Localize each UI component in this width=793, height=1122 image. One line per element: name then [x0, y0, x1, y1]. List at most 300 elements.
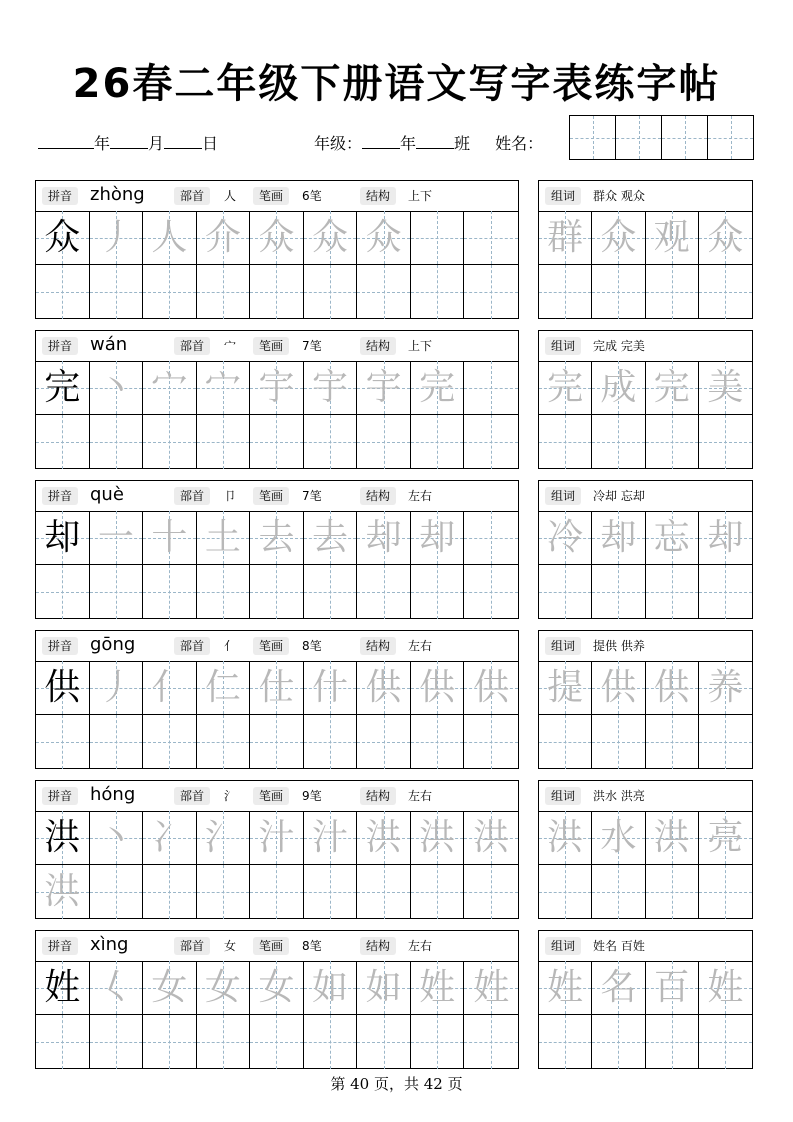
- word-cell[interactable]: [592, 865, 645, 919]
- model-character: 却: [44, 516, 81, 558]
- word-cell[interactable]: [539, 415, 592, 469]
- guide-line-v: [437, 865, 438, 919]
- practice-cell[interactable]: [143, 865, 197, 919]
- practice-cell[interactable]: [90, 265, 144, 319]
- guide-line-v: [565, 415, 566, 469]
- practice-cell[interactable]: [90, 961, 144, 1015]
- grade-label: 年级：: [314, 134, 363, 153]
- practice-cell[interactable]: [143, 415, 197, 469]
- practice-cell[interactable]: [36, 811, 90, 865]
- words-tag: 组词: [545, 487, 581, 505]
- stroke-order-step: 十: [151, 516, 188, 558]
- word-trace-character: 众: [600, 216, 637, 258]
- practice-cell[interactable]: [143, 811, 197, 865]
- month-label: 月: [148, 134, 165, 153]
- guide-line-v: [330, 415, 331, 469]
- word-cell[interactable]: [592, 1015, 645, 1069]
- stroke-order-step: 𡿨: [97, 966, 134, 1008]
- word-trace-character: 亮: [707, 816, 744, 858]
- structure-value: 左右: [408, 789, 433, 803]
- practice-cell[interactable]: [197, 361, 251, 415]
- strokes-tag: 笔画: [253, 937, 289, 955]
- practice-cell[interactable]: [357, 265, 411, 319]
- guide-line-v: [62, 715, 63, 769]
- practice-cell[interactable]: [411, 961, 465, 1015]
- pinyin-value: xìng: [90, 934, 129, 955]
- word-cell[interactable]: [592, 265, 645, 319]
- name-grid[interactable]: [569, 115, 754, 160]
- word-cell[interactable]: [539, 1015, 592, 1069]
- stroke-order-step: 女: [151, 966, 188, 1008]
- model-character: 供: [44, 666, 81, 708]
- practice-cell[interactable]: [411, 211, 465, 265]
- guide-line-v: [169, 565, 170, 619]
- radical-value: 女: [224, 939, 237, 953]
- practice-cell[interactable]: [36, 211, 90, 265]
- practice-cell[interactable]: [304, 565, 358, 619]
- guide-line-v: [672, 865, 673, 919]
- word-cell[interactable]: [699, 211, 752, 265]
- stroke-order-step: 汁: [312, 816, 349, 858]
- words-value: 冷却 忘却: [593, 489, 645, 503]
- word-trace-character: 姓: [707, 966, 744, 1008]
- radical-value: 人: [224, 189, 237, 203]
- guide-line-v: [491, 511, 492, 564]
- grade-line: [314, 131, 543, 154]
- radical-value: 卩: [224, 489, 237, 503]
- words-value: 提供 供养: [593, 639, 645, 653]
- word-cell[interactable]: [646, 565, 699, 619]
- word-cell[interactable]: [646, 661, 699, 715]
- practice-cell[interactable]: [464, 415, 518, 469]
- practice-cell[interactable]: [36, 865, 90, 919]
- practice-cell[interactable]: [250, 715, 304, 769]
- day-blank[interactable]: [164, 134, 202, 149]
- guide-line-v: [725, 715, 726, 769]
- words-header: [539, 481, 752, 512]
- year-label: 年: [94, 134, 111, 153]
- structure-value: 左右: [408, 939, 433, 953]
- practice-cell[interactable]: [90, 661, 144, 715]
- stroke-order-step: 女: [204, 966, 241, 1008]
- word-cell[interactable]: [592, 415, 645, 469]
- practice-cell[interactable]: [197, 211, 251, 265]
- practice-cell[interactable]: [197, 1015, 251, 1069]
- word-cell[interactable]: [646, 361, 699, 415]
- guide-line-v: [223, 415, 224, 469]
- word-practice-box: [538, 630, 753, 769]
- practice-cell[interactable]: [90, 511, 144, 565]
- guide-line-v: [169, 415, 170, 469]
- practice-cell[interactable]: [143, 361, 197, 415]
- model-character: 众: [44, 216, 81, 258]
- practice-cell[interactable]: [36, 415, 90, 469]
- stroke-order-step: 仁: [204, 666, 241, 708]
- practice-cell[interactable]: [464, 565, 518, 619]
- structure-tag: 结构: [360, 487, 396, 505]
- practice-cell[interactable]: [411, 361, 465, 415]
- practice-cell[interactable]: [250, 811, 304, 865]
- word-practice-box: [538, 930, 753, 1069]
- practice-cell[interactable]: [304, 1015, 358, 1069]
- practice-cell[interactable]: [464, 811, 518, 865]
- char-info-header: [36, 631, 518, 662]
- practice-cell[interactable]: [464, 961, 518, 1015]
- radical-value: 氵: [224, 789, 237, 803]
- day-label: 日: [202, 134, 219, 153]
- word-cell[interactable]: [592, 211, 645, 265]
- practice-cell[interactable]: [411, 511, 465, 565]
- year-blank[interactable]: [38, 134, 94, 149]
- practice-cell[interactable]: [464, 511, 518, 565]
- stroke-order-step: 宇: [365, 366, 402, 408]
- practice-cell[interactable]: [464, 1015, 518, 1069]
- pinyin-tag: 拼音: [42, 937, 78, 955]
- word-trace-character: 群: [547, 216, 584, 258]
- radical-tag: 部首: [174, 937, 210, 955]
- practice-cell[interactable]: [90, 865, 144, 919]
- practice-cell[interactable]: [90, 415, 144, 469]
- stroke-order-step: 女: [258, 966, 295, 1008]
- guide-line-v: [672, 265, 673, 319]
- practice-cell[interactable]: [464, 661, 518, 715]
- practice-cell[interactable]: [304, 961, 358, 1015]
- practice-cell[interactable]: [304, 511, 358, 565]
- word-trace-character: 供: [600, 666, 637, 708]
- word-cell[interactable]: [646, 265, 699, 319]
- word-cell[interactable]: [539, 865, 592, 919]
- model-character: 洪: [44, 816, 81, 858]
- practice-cell[interactable]: [304, 415, 358, 469]
- radical-tag: 部首: [174, 787, 210, 805]
- pinyin-tag: 拼音: [42, 637, 78, 655]
- stroke-order-step: 众: [258, 216, 295, 258]
- grade-year-label: 年: [400, 134, 417, 153]
- radical-value: 亻: [224, 639, 237, 653]
- practice-cell[interactable]: [197, 811, 251, 865]
- guide-line-v: [223, 1015, 224, 1069]
- guide-line-v: [276, 715, 277, 769]
- structure-value: 左右: [408, 489, 433, 503]
- practice-cell[interactable]: [36, 511, 90, 565]
- word-cell[interactable]: [539, 715, 592, 769]
- practice-cell[interactable]: [357, 661, 411, 715]
- word-cell[interactable]: [699, 811, 752, 865]
- words-value: 洪水 洪亮: [593, 789, 645, 803]
- practice-cell[interactable]: [304, 715, 358, 769]
- practice-cell[interactable]: [357, 811, 411, 865]
- practice-cell[interactable]: [197, 715, 251, 769]
- practice-cell[interactable]: [250, 661, 304, 715]
- stroke-order-step: 什: [312, 666, 349, 708]
- stroke-order-step: 介: [204, 216, 241, 258]
- practice-cell[interactable]: [143, 211, 197, 265]
- word-cell[interactable]: [592, 715, 645, 769]
- guide-line-v: [618, 1015, 619, 1069]
- practice-cell[interactable]: [250, 415, 304, 469]
- words-value: 姓名 百姓: [593, 939, 645, 953]
- char-info-header: [36, 931, 518, 962]
- practice-cell[interactable]: [357, 565, 411, 619]
- practice-cell[interactable]: [90, 811, 144, 865]
- practice-cell[interactable]: [36, 361, 90, 415]
- practice-cell[interactable]: [411, 265, 465, 319]
- word-cell[interactable]: [592, 565, 645, 619]
- word-trace-character: 美: [707, 366, 744, 408]
- structure-tag: 结构: [360, 787, 396, 805]
- practice-cell[interactable]: [357, 415, 411, 469]
- word-cell[interactable]: [539, 211, 592, 265]
- practice-cell[interactable]: [90, 361, 144, 415]
- stroke-order-step: 丶: [97, 816, 134, 858]
- word-cell[interactable]: [592, 961, 645, 1015]
- practice-cell[interactable]: [357, 361, 411, 415]
- word-practice-box: [538, 780, 753, 919]
- word-trace-character: 完: [547, 366, 584, 408]
- word-trace-character: 洪: [653, 816, 690, 858]
- word-cell[interactable]: [539, 661, 592, 715]
- practice-cell[interactable]: [357, 211, 411, 265]
- name-label: 姓名：: [495, 134, 544, 153]
- practice-cell[interactable]: [250, 511, 304, 565]
- guide-line-v: [330, 1015, 331, 1069]
- practice-cell[interactable]: [357, 511, 411, 565]
- radical-tag: 部首: [174, 637, 210, 655]
- practice-cell[interactable]: [304, 361, 358, 415]
- stroke-order-step: 众: [365, 216, 402, 258]
- char-practice-box: [35, 780, 519, 919]
- word-cell[interactable]: [646, 511, 699, 565]
- practice-cell[interactable]: [90, 1015, 144, 1069]
- word-cell[interactable]: [699, 565, 752, 619]
- practice-cell[interactable]: [411, 415, 465, 469]
- word-cell[interactable]: [699, 1015, 752, 1069]
- practice-cell[interactable]: [304, 265, 358, 319]
- practice-cell[interactable]: [90, 211, 144, 265]
- word-trace-character: 洪: [547, 816, 584, 858]
- practice-cell[interactable]: [143, 661, 197, 715]
- practice-cell[interactable]: [411, 715, 465, 769]
- practice-cell[interactable]: [197, 865, 251, 919]
- char-info-header: [36, 781, 518, 812]
- date-line: [38, 131, 218, 154]
- practice-cell[interactable]: [304, 811, 358, 865]
- stroke-order-step: 如: [365, 966, 402, 1008]
- word-trace-character: 完: [653, 366, 690, 408]
- guide-line-v: [725, 865, 726, 919]
- month-blank[interactable]: [110, 134, 148, 149]
- strokes-tag: 笔画: [253, 187, 289, 205]
- practice-cell[interactable]: [90, 565, 144, 619]
- practice-cell[interactable]: [36, 565, 90, 619]
- practice-cell[interactable]: [197, 415, 251, 469]
- word-cell[interactable]: [646, 715, 699, 769]
- practice-cell[interactable]: [464, 715, 518, 769]
- pinyin-value: zhòng: [90, 184, 145, 205]
- word-cell[interactable]: [699, 415, 752, 469]
- word-trace-character: 冷: [547, 516, 584, 558]
- practice-cell[interactable]: [250, 265, 304, 319]
- practice-cell[interactable]: [464, 211, 518, 265]
- word-cell[interactable]: [592, 361, 645, 415]
- practice-cell[interactable]: [36, 265, 90, 319]
- stroke-order-step: 洪: [419, 816, 456, 858]
- practice-cell[interactable]: [197, 265, 251, 319]
- strokes-tag: 笔画: [253, 487, 289, 505]
- guide-line-v: [276, 265, 277, 319]
- stroke-order-step: 却: [365, 516, 402, 558]
- practice-cell[interactable]: [90, 715, 144, 769]
- word-cell[interactable]: [699, 865, 752, 919]
- guide-line-v: [565, 715, 566, 769]
- practice-cell[interactable]: [464, 865, 518, 919]
- practice-cell[interactable]: [357, 865, 411, 919]
- guide-line-v: [330, 265, 331, 319]
- practice-cell[interactable]: [411, 661, 465, 715]
- practice-cell[interactable]: [36, 661, 90, 715]
- practice-cell[interactable]: [143, 1015, 197, 1069]
- practice-cell[interactable]: [143, 511, 197, 565]
- word-cell[interactable]: [646, 811, 699, 865]
- stroke-order-step: 洪: [365, 816, 402, 858]
- structure-tag: 结构: [360, 937, 396, 955]
- guide-line-v: [62, 565, 63, 619]
- guide-line-v: [565, 865, 566, 919]
- word-cell[interactable]: [592, 511, 645, 565]
- practice-cell[interactable]: [197, 565, 251, 619]
- guide-line-v: [169, 1015, 170, 1069]
- word-cell[interactable]: [646, 211, 699, 265]
- word-cell[interactable]: [539, 565, 592, 619]
- guide-line-v: [330, 565, 331, 619]
- practice-cell[interactable]: [357, 1015, 411, 1069]
- pinyin-tag: 拼音: [42, 337, 78, 355]
- word-cell[interactable]: [699, 361, 752, 415]
- strokes-value: 8笔: [302, 639, 322, 653]
- word-cell[interactable]: [539, 961, 592, 1015]
- word-cell[interactable]: [646, 961, 699, 1015]
- model-character: 完: [44, 366, 81, 408]
- char-practice-box: [35, 480, 519, 619]
- practice-cell[interactable]: [250, 211, 304, 265]
- practice-cell[interactable]: [304, 661, 358, 715]
- words-header: [539, 781, 752, 812]
- strokes-tag: 笔画: [253, 787, 289, 805]
- word-cell[interactable]: [592, 811, 645, 865]
- words-header: [539, 931, 752, 962]
- practice-cell[interactable]: [464, 265, 518, 319]
- word-cell[interactable]: [699, 511, 752, 565]
- practice-cell[interactable]: [304, 211, 358, 265]
- stroke-order-step: 供: [473, 666, 510, 708]
- practice-cell[interactable]: [250, 361, 304, 415]
- practice-cell[interactable]: [143, 265, 197, 319]
- class-label: 班: [454, 134, 471, 153]
- char-info-header: [36, 181, 518, 212]
- words-header: [539, 331, 752, 362]
- char-practice-box: [35, 930, 519, 1069]
- word-trace-character: 养: [707, 666, 744, 708]
- word-cell[interactable]: [646, 865, 699, 919]
- guide-line-v: [437, 1015, 438, 1069]
- grade-blank[interactable]: [362, 134, 400, 149]
- word-cell[interactable]: [699, 661, 752, 715]
- guide-line-v: [384, 715, 385, 769]
- word-cell[interactable]: [539, 811, 592, 865]
- practice-cell[interactable]: [36, 1015, 90, 1069]
- word-practice-box: [538, 180, 753, 319]
- practice-cell[interactable]: [36, 961, 90, 1015]
- stroke-order-step: 宇: [258, 366, 295, 408]
- practice-cell[interactable]: [357, 715, 411, 769]
- guide-line-v: [437, 265, 438, 319]
- practice-cell[interactable]: [250, 961, 304, 1015]
- word-trace-character: 却: [600, 516, 637, 558]
- word-cell[interactable]: [646, 1015, 699, 1069]
- word-cell[interactable]: [699, 265, 752, 319]
- class-blank[interactable]: [416, 134, 454, 149]
- practice-cell[interactable]: [304, 865, 358, 919]
- strokes-tag: 笔画: [253, 337, 289, 355]
- word-cell[interactable]: [646, 415, 699, 469]
- practice-cell[interactable]: [197, 511, 251, 565]
- guide-line-v: [437, 415, 438, 469]
- practice-cell[interactable]: [250, 565, 304, 619]
- stroke-order-step: 宀: [204, 366, 241, 408]
- guide-line-v: [62, 415, 63, 469]
- practice-cell[interactable]: [143, 961, 197, 1015]
- word-practice-box: [538, 330, 753, 469]
- char-info-header: [36, 331, 518, 362]
- word-cell[interactable]: [699, 715, 752, 769]
- page-title: 26春二年级下册语文写字表练字帖: [72, 61, 721, 107]
- practice-cell[interactable]: [36, 715, 90, 769]
- practice-cell[interactable]: [143, 715, 197, 769]
- practice-cell[interactable]: [357, 961, 411, 1015]
- word-cell[interactable]: [539, 511, 592, 565]
- practice-cell[interactable]: [411, 1015, 465, 1069]
- practice-cell[interactable]: [464, 361, 518, 415]
- structure-tag: 结构: [360, 337, 396, 355]
- word-cell[interactable]: [592, 661, 645, 715]
- guide-line-v: [116, 265, 117, 319]
- practice-cell[interactable]: [197, 661, 251, 715]
- practice-cell[interactable]: [411, 811, 465, 865]
- practice-cell[interactable]: [197, 961, 251, 1015]
- guide-line-v: [725, 415, 726, 469]
- guide-line-v: [672, 415, 673, 469]
- char-practice-box: [35, 180, 519, 319]
- stroke-order-step: 却: [419, 516, 456, 558]
- guide-line-v: [565, 265, 566, 319]
- stroke-order-step: 宇: [312, 366, 349, 408]
- practice-cell[interactable]: [250, 1015, 304, 1069]
- word-cell[interactable]: [539, 361, 592, 415]
- stroke-order-step: 丿: [97, 666, 134, 708]
- word-cell[interactable]: [699, 961, 752, 1015]
- stroke-order-step: 丿: [97, 216, 134, 258]
- practice-cell[interactable]: [411, 565, 465, 619]
- practice-cell[interactable]: [250, 865, 304, 919]
- structure-tag: 结构: [360, 637, 396, 655]
- guide-line-v: [672, 1015, 673, 1069]
- char-info-header: [36, 481, 518, 512]
- pinyin-tag: 拼音: [42, 787, 78, 805]
- guide-line-v: [437, 211, 438, 264]
- practice-cell[interactable]: [143, 565, 197, 619]
- practice-cell[interactable]: [411, 865, 465, 919]
- word-cell[interactable]: [539, 265, 592, 319]
